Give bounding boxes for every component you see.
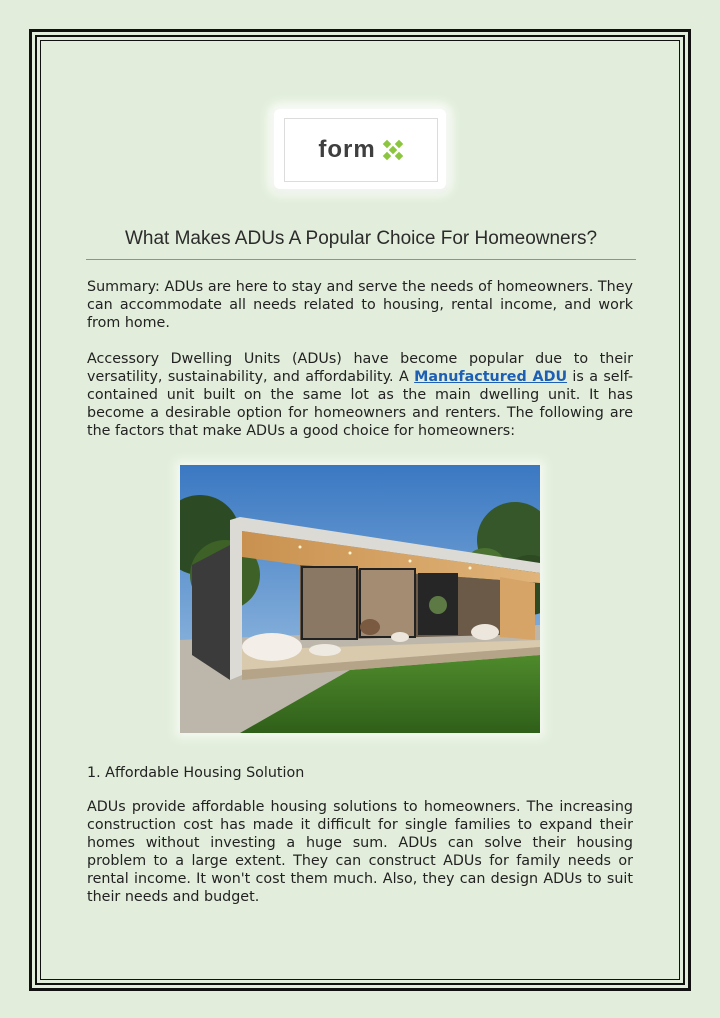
adu-illustration (180, 465, 540, 733)
intro-text-before: Accessory Dwelling Units (ADUs) have become popular due to their versatility, sustainability, and affordability. A (87, 351, 633, 385)
article-title: What Makes ADUs A Popular Choice For Homeowners? (124, 228, 598, 249)
summary-paragraph: Summary: ADUs are here to stay and serve the needs of homeowners. They can accommodate all needs related to housing, rental income, and work from home. (87, 279, 633, 331)
adu-photo (180, 465, 540, 733)
section-1-body: ADUs provide affordable housing solutions to homeowners. The increasing construction cost has made it difficult for single families to expand their homes without investing a huge sum. ADUs can solve their housing problem to a large extent. They can construct ADUs for family needs or rental income. It won't cost them much. Also, they can design ADUs to suit their needs and budget. (87, 799, 633, 905)
manufactured-adu-link[interactable]: Manufactured ADU (414, 369, 568, 385)
intro-paragraph (87, 350, 633, 440)
intro-text-after: is a self-contained unit built on the same lot as the main dwelling unit. It has become a desirable option for homeowners and renters. The following are the factors that make ADUs a good choice for homeowners: (87, 369, 633, 439)
formx-logo (274, 109, 446, 189)
title-underline (86, 259, 636, 260)
logo-box (284, 118, 438, 182)
section-1-heading: 1. Affordable Housing Solution (87, 765, 305, 781)
x-mark-icon (382, 139, 404, 161)
logo-brand-text: form (318, 136, 376, 163)
